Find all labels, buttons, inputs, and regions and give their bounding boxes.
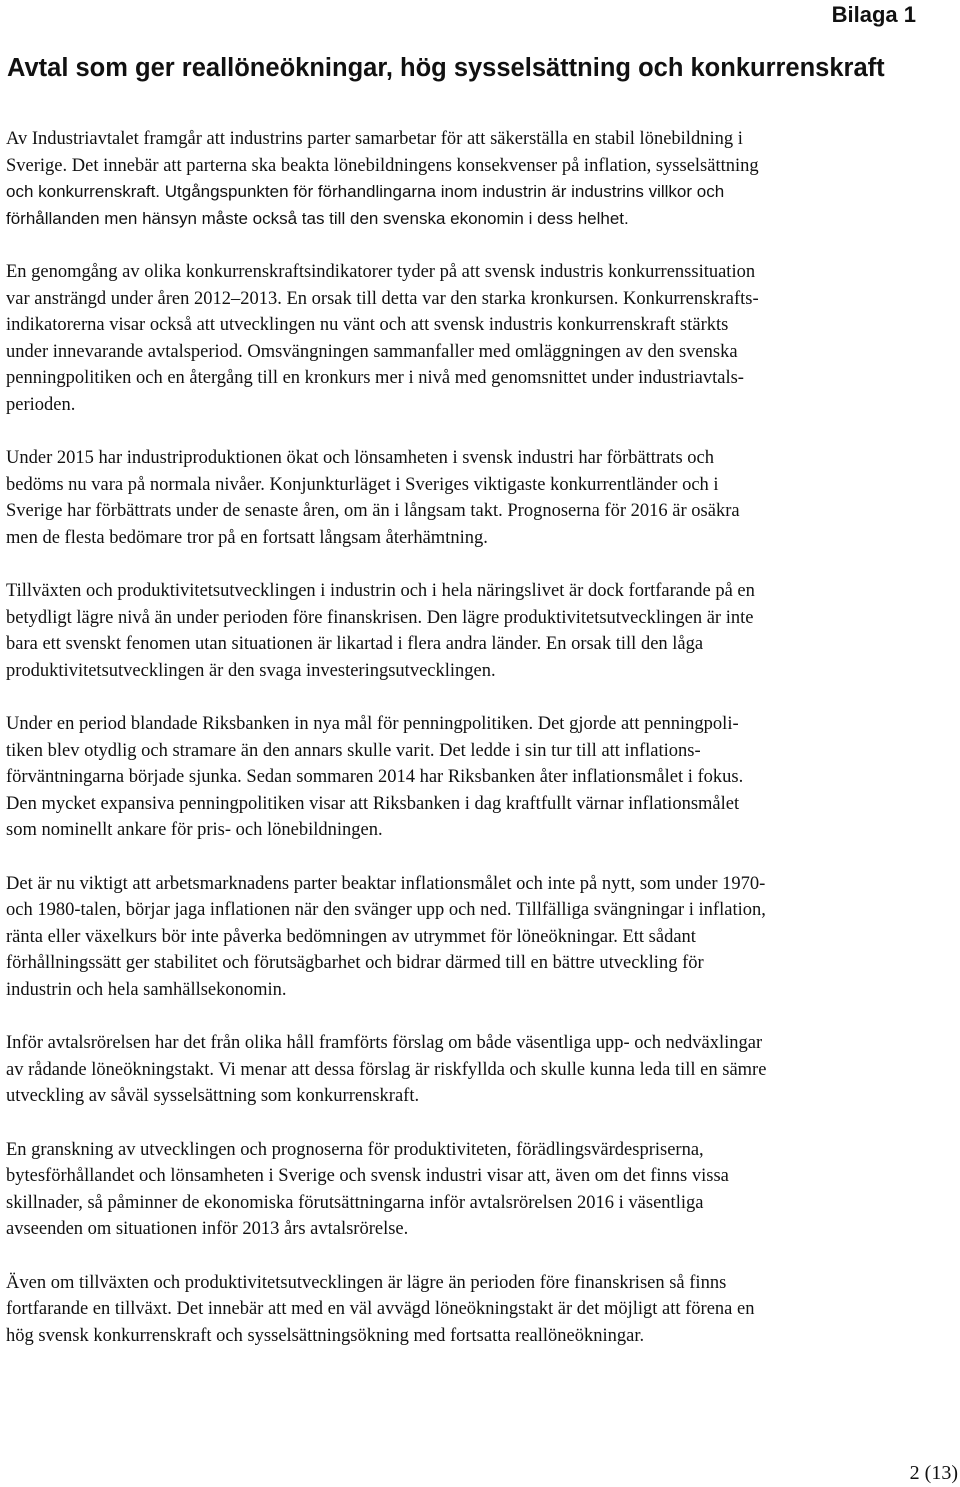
paragraph-7 xyxy=(6,1030,956,1110)
text-line: fortfarande en tillväxt. Det innebär att med en väl avvägd löneökningstakt är det möjligt att förena en xyxy=(6,1299,755,1319)
text-line: produktivitetsutvecklingen är den svaga investeringsutvecklingen. xyxy=(6,660,496,681)
paragraph-2 xyxy=(6,259,956,418)
paragraph-5 xyxy=(6,711,956,844)
text-line: betydligt lägre nivå än under perioden före finanskrisen. Den lägre produktivitetsutvecklingen är inte xyxy=(6,607,754,628)
page-title: Avtal som ger reallöneökningar, hög sysselsättning och konkurrenskraft xyxy=(7,54,885,82)
paragraph-3 xyxy=(6,445,956,551)
text-line: var ansträngd under åren 2012–2013. En orsak till detta var den starka kronkursen. Konkurrenskrafts- xyxy=(6,288,759,309)
paragraph-8 xyxy=(6,1137,956,1243)
text-line: som nominellt ankare för pris- och lönebildningen. xyxy=(6,820,383,840)
appendix-label: Bilaga 1 xyxy=(831,2,916,27)
text-line: bytesförhållandet och lönsamheten i Sverige och svensk industri visar att, även om det finns vissa xyxy=(6,1166,729,1186)
text-line: avseenden om situationen inför 2013 års avtalsrörelse. xyxy=(6,1219,409,1239)
text-line: Under en period blandade Riksbanken in nya mål för penningpolitiken. Det gjorde att penningpoli- xyxy=(6,714,739,734)
text-line: men de flesta bedömare tror på en fortsatt långsam återhämtning. xyxy=(6,527,488,548)
paragraph-4 xyxy=(6,578,956,684)
text-line: Under 2015 har industriproduktionen ökat och lönsamheten i svensk industri har förbättrats och xyxy=(6,448,714,468)
text-line: tiken blev otydlig och stramare än den annars skulle varit. Det ledde i sin tur till att inflations- xyxy=(6,740,701,761)
text-line: förväntningarna började sjunka. Sedan sommaren 2014 har Riksbanken åter inflationsmålet i fokus. xyxy=(6,767,744,787)
text-line: bara ett svenskt fenomen utan situationen är likartad i flera andra länder. En orsak till den låga xyxy=(6,634,704,654)
text-line: utveckling av såväl sysselsättning som konkurrenskraft. xyxy=(6,1086,420,1106)
text-line: penningpolitiken och en återgång till en kronkurs mer i nivå med genomsnittet under industriavtals- xyxy=(6,368,744,388)
text-line: Den mycket expansiva penningpolitiken visar att Riksbanken i dag kraftfullt värnar inflationsmålet xyxy=(6,793,740,814)
paragraph-9 xyxy=(6,1270,956,1350)
text-line: Sverige har förbättrats under de senaste åren, om än i långsam takt. Prognoserna för 2016 är osäkra xyxy=(6,501,740,521)
text-line: Inför avtalsrörelsen har det från olika håll framförts förslag om både väsentliga upp- och nedväxlingar xyxy=(6,1033,763,1053)
text-line: förhållanden men hänsyn måste också tas till den svenska ekonomin i dess helhet. xyxy=(6,208,629,228)
page-number: 2 (13) xyxy=(909,1462,958,1484)
text-line: Även om tillväxten och produktivitetsutvecklingen är lägre än perioden före finanskrisen så finns xyxy=(6,1272,727,1293)
text-line: och 1980-talen, börjar jaga inflationen när den svänger upp och ned. Tillfälliga svängningar i inflation, xyxy=(6,900,766,920)
text-line: förhållningssätt ger stabilitet och förutsägbarhet och bidrar därmed till en bättre utveckling för xyxy=(6,953,704,973)
text-line: Av Industriavtalet framgår att industrins parter samarbetar för att säkerställa en stabil lönebildning i xyxy=(6,129,743,149)
text-line: bedöms nu vara på normala nivåer. Konjunkturläget i Sveriges viktigaste konkurrentländer och i xyxy=(6,474,719,495)
text-line: En granskning av utvecklingen och prognoserna för produktiviteten, förädlingsvärdespriserna, xyxy=(6,1139,704,1160)
text-line: ränta eller växelkurs bör inte påverka bedömningen av utrymmet för löneökningar. Ett sådant xyxy=(6,926,696,947)
text-line: Sverige. Det innebär att parterna ska beakta lönebildningens konsekvenser på inflation, sysselsättning xyxy=(6,155,759,176)
paragraph-6 xyxy=(6,871,956,1004)
text-line: industrin och hela samhällsekonomin. xyxy=(6,979,287,1000)
document-body xyxy=(6,126,956,1376)
text-line: indikatorerna visar också att utvecklingen nu vänt och att svensk industris konkurrenskraft stärkts xyxy=(6,315,729,335)
text-line: under innevarande avtalsperiod. Omsvängningen sammanfaller med omläggningen av den svenska xyxy=(6,341,738,362)
text-line: perioden. xyxy=(6,394,76,415)
text-line: hög svensk konkurrenskraft och sysselsättningsökning med fortsatta reallöneökningar. xyxy=(6,1325,645,1346)
text-line: skillnader, så påminner de ekonomiska förutsättningarna inför avtalsrörelsen 2016 i väsentliga xyxy=(6,1192,704,1213)
text-line: En genomgång av olika konkurrenskraftsindikatorer tyder på att svensk industris konkurrenssituation xyxy=(6,262,756,282)
text-line: Det är nu viktigt att arbetsmarknadens parter beaktar inflationsmålet och inte på nytt, som under 1970- xyxy=(6,873,766,894)
text-line: Tillväxten och produktivitetsutvecklingen i industrin och i hela näringslivet är dock fortfarande på en xyxy=(6,581,755,601)
text-line: och konkurrenskraft. Utgångspunkten för förhandlingarna inom industrin är industrins villkor och xyxy=(6,182,725,201)
text-line: av rådande löneökningstakt. Vi menar att dessa förslag är riskfyllda och skulle kunna leda till en sämre xyxy=(6,1059,767,1080)
paragraph-1 xyxy=(6,126,956,232)
